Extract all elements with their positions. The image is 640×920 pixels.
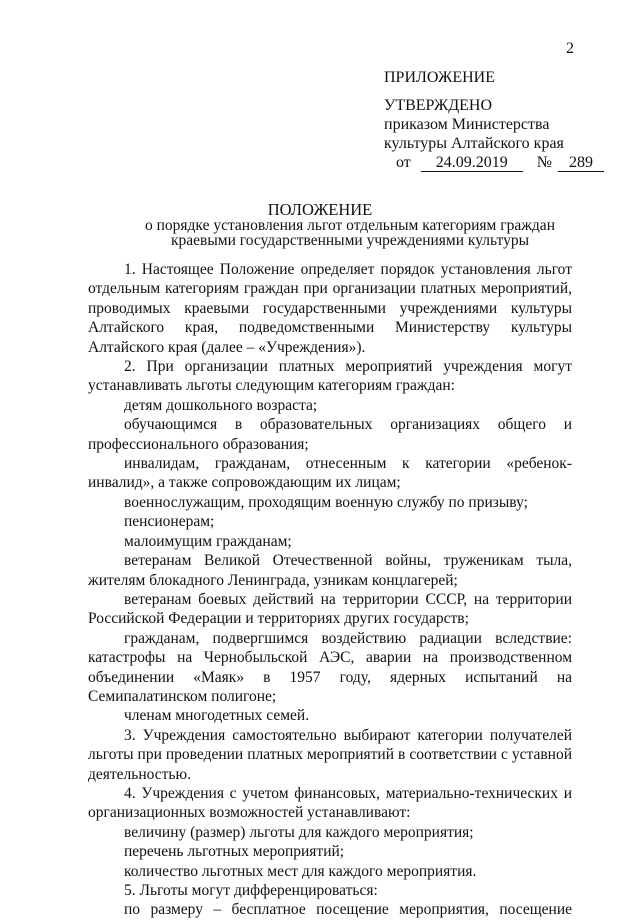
paragraph: военнослужащим, проходящим военную службу по призыву; (124, 493, 528, 511)
paragraph: обучающимся в образовательных организациях общего и профессионального образования; (88, 416, 572, 453)
paragraph: перечень льготных мероприятий; (124, 843, 345, 861)
paragraph: ветеранам боевых действий на территории СССР, на территории Российской Федерации и территориях других государств; (88, 590, 572, 628)
document-subtitle (90, 219, 610, 248)
page-number: 2 (566, 40, 574, 57)
paragraph: 2. При организации платных мероприятий учреждения могут устанавливать льготы следующим категориям граждан: (88, 358, 572, 395)
paragraph: инвалидам, гражданам, отнесенным к категории «ребенок-инвалид», а также сопровождающим их лицам; (88, 455, 572, 492)
paragraph: по размеру – бесплатное посещение мероприятия, посещение (124, 901, 572, 919)
paragraph: 4. Учреждения с учетом финансовых, материально-технических и организационных возможностей устанавливают: (88, 784, 572, 822)
approval-line-2: культуры Алтайского края (384, 135, 564, 152)
approval-line-1: приказом Министерства (384, 116, 550, 133)
paragraph: пенсионерам; (124, 513, 215, 531)
paragraph: детям дошкольного возраста; (124, 396, 318, 414)
approval-date-line (384, 153, 604, 172)
paragraph: ветеранам Великой Отечественной войны, труженикам тыла, жителям блокадного Ленинграда, узникам концлагерей; (88, 552, 572, 589)
paragraph: 3. Учреждения самостоятельно выбирают категории получателей льготы при проведении платных мероприятий в соответствии с уставной деятельностью. (88, 726, 572, 783)
paragraph: величину (размер) льготы для каждого мероприятия; (124, 823, 474, 841)
number-label: № (536, 154, 553, 171)
approval-number: 289 (558, 155, 604, 172)
paragraph: количество льготных мест для каждого мероприятия. (124, 862, 477, 880)
document-title: ПОЛОЖЕНИЕ (267, 200, 373, 219)
paragraph: членам многодетных семей. (124, 707, 310, 725)
approval-date: 24.09.2019 (421, 155, 523, 172)
document-body (88, 260, 572, 920)
subtitle-line: о порядке установления льгот отдельным категориям граждан (145, 217, 555, 234)
subtitle-line: краевыми государственными учреждениями культуры (171, 231, 529, 249)
from-label: от (396, 154, 411, 171)
paragraph: малоимущим гражданам; (124, 532, 292, 550)
paragraph: 5. Льготы могут дифференцироваться: (124, 882, 378, 899)
approved-label: УТВЕРЖДЕНО (384, 97, 493, 114)
paragraph: 1. Настоящее Положение определяет порядок установления льгот отдельным категориям граждан при организации платных мероприятий, проводимых краевыми государственными учреждениями культуры Алтайского края, подведомственными Министерству культуры Алтайского края (далее – «Учреждения»). (88, 261, 572, 356)
approval-block (384, 68, 604, 172)
appendix-label: ПРИЛОЖЕНИЕ (384, 69, 496, 86)
paragraph: гражданам, подвергшимся воздействию радиации вследствие: катастрофы на Чернобыльской АЭС, аварии на производственном объединении «Маяк» в 1957 году, ядерных испытаний на Семипалатинском полигоне; (88, 629, 572, 705)
